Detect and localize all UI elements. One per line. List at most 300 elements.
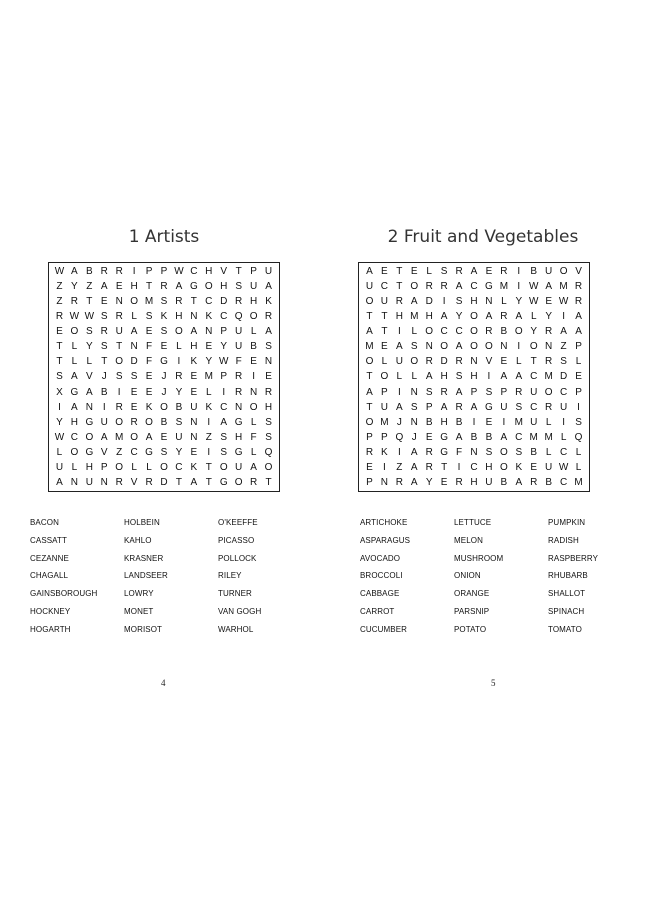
grid-cell: U	[235, 461, 243, 473]
grid-cell: Y	[220, 341, 228, 353]
grid-cell: R	[485, 326, 493, 338]
grid-cell: A	[85, 386, 93, 398]
grid-cell: A	[71, 401, 78, 413]
grid-cell: U	[395, 356, 403, 368]
grid-cell: T	[381, 326, 388, 338]
grid-cell: F	[250, 431, 257, 443]
grid-cell: L	[575, 461, 582, 473]
grid-cell: M	[514, 416, 523, 428]
grid-cell: L	[575, 446, 582, 458]
grid-cell: D	[440, 356, 448, 368]
grid-cell: O	[410, 356, 419, 368]
grid-cell: M	[365, 341, 374, 353]
grid-cell: W	[529, 296, 539, 308]
grid-cell: A	[410, 476, 418, 488]
grid-cell: A	[130, 326, 138, 338]
grid-cell: Z	[116, 446, 123, 458]
grid-cell: M	[544, 371, 553, 383]
word-list-item: BACON	[30, 518, 59, 527]
grid-cell: R	[455, 401, 463, 413]
grid-cell: L	[575, 356, 582, 368]
grid-cell: B	[425, 416, 433, 428]
grid-cell: M	[574, 476, 583, 488]
word-list-item: KAHLO	[124, 535, 152, 545]
grid-cell: Z	[396, 461, 403, 473]
grid-cell: U	[85, 476, 93, 488]
grid-cell: Y	[545, 311, 552, 323]
grid-cell: G	[440, 446, 449, 458]
word-list-item: KRASNER	[124, 553, 164, 563]
grid-cell: A	[410, 296, 418, 308]
grid-cell: N	[264, 356, 273, 368]
grid-cell: C	[559, 446, 568, 458]
grid-cell: O	[529, 341, 538, 353]
grid-cell: O	[559, 266, 568, 277]
grid-cell: Z	[56, 296, 63, 308]
grid-cell: O	[380, 371, 389, 383]
word-list-item: HOLBEIN	[124, 518, 160, 527]
grid-cell: O	[485, 341, 493, 353]
grid-cell: G	[160, 356, 168, 368]
grid-cell: O	[160, 401, 168, 413]
word-list-item: CARROT	[360, 606, 395, 616]
grid-cell: A	[410, 461, 418, 473]
grid-cell: L	[545, 446, 552, 458]
grid-cell: I	[117, 386, 121, 398]
grid-cell: O	[145, 416, 153, 428]
grid-cell: N	[235, 401, 243, 413]
grid-cell: P	[366, 431, 373, 443]
grid-cell: R	[249, 476, 258, 488]
grid-cell: T	[86, 296, 93, 308]
grid-cell: T	[265, 476, 272, 488]
grid-cell: O	[219, 461, 228, 473]
grid-cell: V	[85, 371, 93, 383]
grid-cell: A	[366, 266, 373, 277]
grid-cell: V	[575, 266, 582, 277]
grid-cell: A	[265, 281, 272, 293]
grid-cell: C	[220, 401, 228, 413]
word-list-item: GAINSBOROUGH	[30, 589, 98, 599]
word-list-item: MORISOT	[124, 624, 163, 634]
grid-cell: P	[160, 266, 168, 277]
grid-cell: O	[115, 356, 124, 368]
grid-cell: A	[366, 386, 373, 398]
puzzle-title: 1 Artists	[128, 227, 200, 247]
grid-cell: K	[515, 461, 523, 473]
grid-cell: P	[575, 386, 582, 398]
grid-cell: O	[514, 326, 523, 338]
grid-cell: C	[515, 431, 523, 443]
word-list-item: CASSATT	[30, 535, 68, 545]
grid-cell: O	[115, 416, 124, 428]
word-list-item: PICASSO	[218, 535, 255, 545]
grid-cell: A	[575, 311, 582, 323]
grid-cell: E	[145, 326, 153, 338]
grid-cell: H	[130, 281, 138, 293]
grid-cell: E	[130, 386, 138, 398]
grid-cell: B	[175, 401, 183, 413]
grid-cell: C	[70, 431, 78, 443]
grid-cell: M	[544, 431, 553, 443]
grid-cell: A	[71, 266, 78, 277]
grid-cell: T	[396, 281, 403, 293]
grid-cell: G	[145, 446, 153, 458]
grid-cell: B	[485, 431, 493, 443]
grid-cell: O	[70, 326, 79, 338]
word-list-item: VAN GOGH	[218, 606, 262, 616]
grid-cell: T	[146, 281, 153, 293]
grid-cell: H	[470, 296, 478, 308]
grid-cell: E	[190, 371, 198, 383]
grid-cell: A	[455, 386, 463, 398]
grid-cell: C	[190, 266, 198, 277]
grid-cell: U	[500, 401, 508, 413]
grid-cell: I	[383, 461, 386, 473]
grid-cell: O	[204, 281, 213, 293]
grid-cell: B	[530, 446, 538, 458]
grid-cell: G	[485, 401, 493, 413]
grid-cell: I	[517, 281, 521, 293]
grid-cell: N	[470, 446, 478, 458]
grid-cell: U	[485, 476, 493, 488]
grid-cell: A	[470, 401, 478, 413]
grid-cell: T	[101, 356, 108, 368]
grid-cell: Z	[560, 341, 567, 353]
word-list-item: ORANGE	[454, 589, 490, 599]
grid-cell: I	[472, 416, 476, 428]
grid-cell: S	[56, 371, 63, 383]
grid-cell: R	[455, 266, 463, 277]
grid-cell: J	[161, 371, 167, 383]
grid-cell: R	[235, 296, 243, 308]
grid-cell: J	[101, 371, 107, 383]
grid-cell: H	[440, 416, 448, 428]
grid-cell: K	[145, 401, 153, 413]
grid-cell: V	[130, 476, 138, 488]
grid-cell: V	[100, 446, 108, 458]
grid-cell: I	[397, 386, 401, 398]
grid-cell: B	[500, 326, 508, 338]
grid-cell: O	[130, 296, 139, 308]
grid-cell: Y	[175, 386, 183, 398]
grid-cell: E	[381, 266, 388, 277]
grid-cell: U	[175, 431, 183, 443]
grid-cell: S	[485, 386, 493, 398]
grid-cell: U	[100, 416, 108, 428]
grid-cell: Y	[425, 476, 433, 488]
grid-cell: A	[455, 431, 463, 443]
grid-cell: I	[252, 371, 255, 383]
grid-cell: T	[530, 356, 537, 368]
grid-cell: H	[470, 476, 478, 488]
grid-cell: B	[160, 416, 168, 428]
grid-cell: H	[235, 431, 243, 443]
grid-cell: R	[395, 476, 403, 488]
grid-cell: S	[160, 326, 168, 338]
grid-cell: N	[190, 416, 198, 428]
grid-cell: E	[265, 371, 272, 383]
grid-cell: U	[190, 401, 198, 413]
grid-cell: H	[470, 371, 478, 383]
word-list-item: CABBAGE	[360, 589, 400, 599]
grid-cell: I	[102, 401, 106, 413]
grid-cell: T	[396, 266, 403, 277]
grid-cell: C	[559, 476, 568, 488]
grid-cell: R	[395, 296, 403, 308]
grid-cell: E	[205, 341, 213, 353]
letter-grid	[48, 262, 280, 492]
word-list-item: PARSNIP	[454, 606, 490, 616]
grid-cell: A	[440, 311, 448, 323]
grid-cell: B	[545, 476, 552, 488]
grid-cell: K	[190, 356, 198, 368]
grid-cell: L	[250, 446, 257, 458]
word-list-item: LETTUCE	[454, 518, 492, 527]
grid-cell: L	[381, 356, 388, 368]
grid-cell: T	[116, 341, 123, 353]
word-list-item: WARHOL	[218, 624, 254, 634]
grid-cell: J	[396, 416, 402, 428]
word-list-item: CEZANNE	[30, 553, 69, 563]
grid-cell: O	[365, 356, 374, 368]
grid-cell: P	[381, 431, 388, 443]
grid-cell: P	[220, 326, 228, 338]
grid-cell: Q	[234, 311, 243, 323]
grid-cell: G	[189, 281, 198, 293]
grid-cell: R	[115, 266, 123, 277]
grid-cell: F	[146, 341, 153, 353]
grid-cell: E	[440, 476, 448, 488]
grid-cell: L	[396, 371, 403, 383]
grid-cell: M	[115, 431, 124, 443]
grid-cell: A	[485, 311, 493, 323]
grid-cell: I	[502, 416, 506, 428]
grid-cell: R	[264, 386, 273, 398]
grid-cell: O	[440, 341, 449, 353]
grid-cell: I	[577, 401, 580, 413]
grid-cell: G	[219, 476, 228, 488]
grid-cell: C	[175, 461, 183, 473]
grid-cell: R	[574, 296, 583, 308]
grid-cell: R	[440, 386, 448, 398]
grid-cell: O	[365, 296, 374, 308]
grid-cell: R	[70, 296, 78, 308]
grid-cell: E	[410, 266, 418, 277]
grid-cell: L	[516, 356, 522, 368]
grid-cell: S	[235, 281, 242, 293]
grid-cell: I	[177, 356, 181, 368]
letter-grid	[358, 262, 590, 492]
grid-cell: R	[515, 386, 523, 398]
grid-cell: G	[440, 431, 449, 443]
word-list-item: CHAGALL	[30, 571, 69, 581]
word-list-item: AVOCADO	[360, 553, 401, 563]
grid-cell: P	[425, 401, 433, 413]
grid-cell: Y	[205, 356, 213, 368]
grid-cell: P	[470, 386, 478, 398]
grid-cell: K	[265, 296, 272, 308]
grid-cell: P	[500, 386, 508, 398]
word-list	[360, 514, 642, 639]
grid-cell: A	[500, 431, 508, 443]
word-list-item: LANDSEER	[124, 571, 168, 581]
grid-cell: S	[560, 356, 567, 368]
grid-cell: N	[100, 476, 108, 488]
grid-cell: T	[235, 266, 242, 277]
grid-cell: E	[250, 356, 257, 368]
grid-cell: N	[130, 341, 138, 353]
grid-cell: R	[545, 356, 553, 368]
grid-cell: R	[145, 476, 153, 488]
grid-cell: I	[442, 296, 446, 308]
grid-cell: M	[529, 431, 538, 443]
grid-cell: S	[410, 341, 418, 353]
grid-cell: C	[559, 386, 568, 398]
grid-cell: I	[207, 446, 211, 458]
grid-cell: E	[530, 461, 538, 473]
grid-cell: I	[132, 266, 136, 277]
grid-cell: A	[560, 326, 567, 338]
grid-cell: M	[410, 311, 419, 323]
grid-cell: W	[69, 311, 80, 323]
grid-cell: T	[175, 476, 182, 488]
grid-cell: A	[190, 326, 198, 338]
grid-cell: R	[425, 281, 433, 293]
grid-cell: T	[366, 311, 373, 323]
grid-cell: T	[381, 311, 388, 323]
grid-cell: E	[575, 371, 582, 383]
grid-cell: L	[501, 296, 507, 308]
grid-cell: W	[558, 296, 569, 308]
grid-cell: O	[499, 461, 508, 473]
grid-cell: C	[530, 371, 538, 383]
grid-cell: G	[70, 386, 79, 398]
grid-cell: A	[250, 461, 257, 473]
grid-cell: T	[205, 476, 212, 488]
grid-cell: C	[205, 296, 213, 308]
grid-cell: U	[380, 401, 388, 413]
word-list-item: ASPARAGUS	[360, 535, 411, 545]
grid-cell: R	[574, 281, 583, 293]
grid-cell: U	[264, 266, 273, 277]
grid-cell: R	[425, 356, 433, 368]
grid-cell: W	[54, 431, 65, 443]
grid-cell: H	[85, 461, 93, 473]
grid-cell: H	[70, 416, 78, 428]
grid-cell: L	[71, 461, 78, 473]
grid-cell: R	[55, 311, 64, 323]
grid-cell: O	[175, 326, 183, 338]
grid-cell: A	[470, 266, 478, 277]
grid-cell: H	[249, 296, 258, 308]
grid-cell: I	[457, 461, 461, 473]
grid-cell: A	[455, 341, 463, 353]
grid-cell: C	[440, 326, 448, 338]
grid-cell: N	[500, 341, 508, 353]
grid-cell: L	[131, 311, 137, 323]
grid-cell: Y	[515, 296, 523, 308]
grid-cell: L	[131, 461, 137, 473]
grid-cell: Z	[86, 281, 93, 293]
grid-cell: S	[100, 311, 108, 323]
grid-cell: T	[205, 461, 212, 473]
grid-cell: H	[190, 341, 198, 353]
grid-cell: D	[160, 476, 168, 488]
grid-cell: O	[410, 281, 419, 293]
grid-cell: W	[54, 266, 65, 277]
grid-cell: W	[529, 281, 539, 293]
grid-cell: N	[470, 356, 478, 368]
grid-cell: K	[381, 446, 388, 458]
grid-cell: H	[425, 311, 433, 323]
grid-cell: A	[220, 416, 228, 428]
grid-cell: O	[264, 461, 273, 473]
grid-cell: B	[250, 341, 257, 353]
grid-cell: R	[500, 311, 508, 323]
grid-cell: V	[220, 266, 228, 277]
grid-cell: S	[455, 371, 463, 383]
grid-cell: U	[235, 341, 243, 353]
grid-cell: U	[380, 296, 388, 308]
word-list-item: POLLOCK	[218, 553, 257, 563]
grid-cell: P	[381, 386, 388, 398]
grid-cell: R	[365, 446, 374, 458]
grid-cell: R	[175, 371, 183, 383]
grid-cell: P	[145, 266, 153, 277]
grid-cell: A	[175, 281, 183, 293]
grid-cell: B	[470, 431, 478, 443]
word-list-item: ARTICHOKE	[360, 518, 408, 527]
grid-cell: J	[411, 431, 417, 443]
word-list-item: POTATO	[454, 624, 487, 634]
grid-cell: L	[530, 311, 537, 323]
word-list-item: RASPBERRY	[548, 553, 599, 563]
grid-cell: R	[530, 476, 538, 488]
grid-cell: Q	[264, 446, 273, 458]
grid-cell: B	[500, 476, 508, 488]
grid-cell: B	[85, 266, 93, 277]
word-list-item: MUSHROOM	[454, 553, 504, 563]
grid-cell: L	[206, 386, 212, 398]
grid-cell: I	[397, 326, 401, 338]
grid-cell: E	[425, 431, 433, 443]
grid-cell: Y	[71, 281, 78, 293]
grid-cell: S	[265, 341, 272, 353]
grid-cell: K	[205, 311, 213, 323]
grid-cell: C	[470, 461, 478, 473]
grid-cell: S	[515, 401, 523, 413]
grid-cell: F	[146, 356, 153, 368]
grid-cell: M	[380, 416, 389, 428]
grid-cell: R	[130, 416, 138, 428]
word-list-item: MONET	[124, 606, 154, 616]
grid-cell: Z	[205, 431, 212, 443]
grid-cell: B	[100, 386, 108, 398]
grid-cell: E	[500, 356, 508, 368]
word-list-item: ONION	[454, 571, 481, 581]
grid-cell: S	[515, 446, 523, 458]
grid-cell: U	[55, 461, 64, 473]
grid-cell: N	[380, 476, 388, 488]
grid-cell: C	[455, 326, 463, 338]
grid-cell: F	[456, 446, 463, 458]
grid-cell: H	[264, 401, 273, 413]
grid-cell: R	[545, 326, 553, 338]
grid-cell: R	[264, 311, 273, 323]
grid-cell: N	[410, 386, 418, 398]
grid-cell: R	[175, 296, 183, 308]
